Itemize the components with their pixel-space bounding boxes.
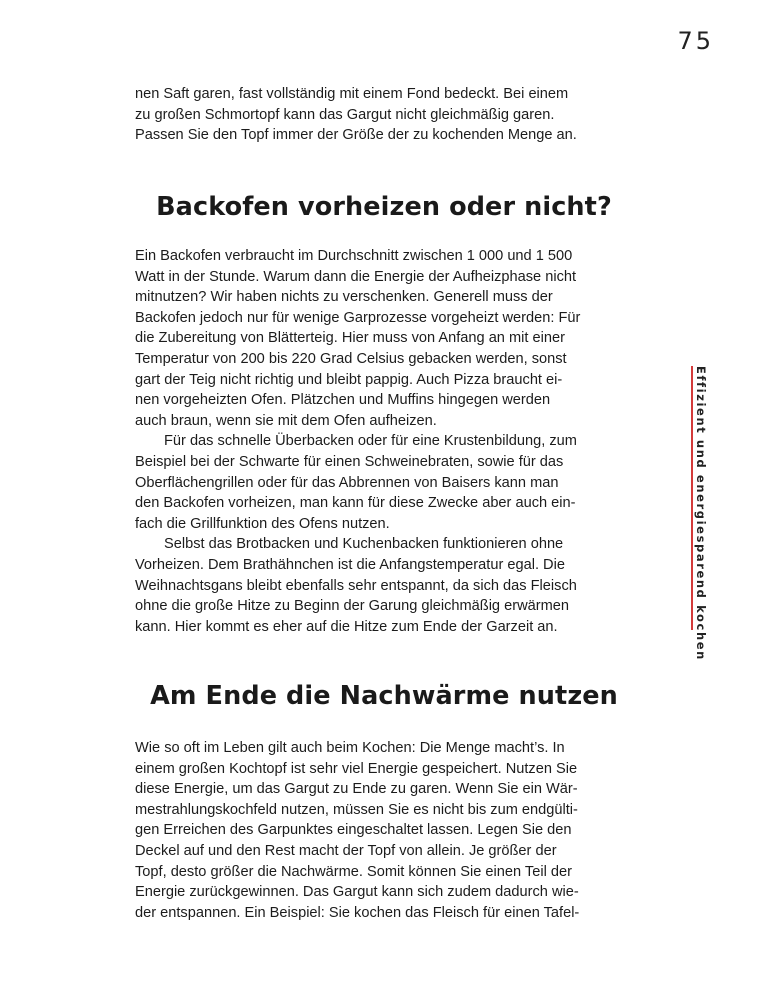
text-line: Selbst das Brotbacken und Kuchenbacken funktionieren ohne	[164, 536, 564, 553]
text-line: Ein Backofen verbraucht im Durchschnitt zwischen 1 000 und 1 500	[135, 248, 573, 264]
text-line: Watt in der Stunde. Warum dann die Energie der Aufheizphase nicht	[135, 268, 577, 285]
text-line: zu großen Schmortopf kann das Gargut nicht gleichmäßig garen.	[135, 106, 555, 123]
text-line: Topf, desto größer die Nachwärme. Somit können Sie einen Teil der	[135, 863, 572, 880]
text-line: Oberflächengrillen oder für das Abbrennen von Baisers kann man	[135, 474, 559, 491]
text-line: auch braun, wenn sie mit dem Ofen aufheizen.	[135, 412, 437, 429]
text-line: gart der Teig nicht richtig und bleibt pappig. Auch Pizza braucht ei-	[135, 371, 563, 388]
text-line: den Backofen vorheizen, man kann für diese Zwecke aber auch ein-	[135, 495, 576, 512]
text-line: Passen Sie den Topf immer der Größe der zu kochenden Menge an.	[135, 127, 577, 144]
text-line: kann. Hier kommt es eher auf die Hitze zum Ende der Garzeit an.	[135, 618, 558, 635]
text-line: Backofen jedoch nur für wenige Garprozesse vorgeheizt werden: Für	[135, 309, 581, 326]
text-line: mitnutzen? Wir haben nichts zu verschenken. Generell muss der	[135, 289, 553, 306]
text-line: Für das schnelle Überbacken oder für eine Krustenbildung, zum	[164, 433, 577, 450]
text-line: Weihnachtsgans bleibt ebenfalls sehr entspannt, da sich das Fleisch	[135, 577, 577, 594]
text-line: nen vorgeheizten Ofen. Plätzchen und Muffins hingegen werden	[135, 392, 551, 409]
text-line: die Zubereitung von Blätterteig. Hier muss von Anfang an mit einer	[135, 330, 565, 347]
chapter-side-tab	[691, 366, 714, 661]
text-line: der entspannen. Ein Beispiel: Sie kochen das Fleisch für einen Tafel-	[135, 904, 580, 921]
text-line: nen Saft garen, fast vollständig mit einem Fond bedeckt. Bei einem	[135, 86, 569, 102]
text-line: gen Erreichen des Garpunktes eingeschaltet lassen. Legen Sie den	[135, 822, 572, 839]
text-line: Vorheizen. Dem Brathähnchen ist die Anfangstemperatur egal. Die	[135, 556, 565, 573]
text-line: mestrahlungskochfeld nutzen, müssen Sie es nicht bis zum endgülti-	[135, 801, 578, 818]
section-heading-preheat: Backofen vorheizen oder nicht?	[156, 192, 612, 222]
section-body-preheat	[135, 246, 633, 637]
section-heading-residual-heat: Am Ende die Nachwärme nutzen	[150, 681, 618, 711]
intro-paragraph	[135, 84, 633, 146]
section-body-residual-heat	[135, 738, 633, 923]
text-line: Deckel auf und den Rest macht der Topf von allein. Je größer der	[135, 842, 557, 859]
text-line: einem großen Kochtopf ist sehr viel Energie gespeichert. Nutzen Sie	[135, 760, 578, 777]
text-line: fach die Grillfunktion des Ofens nutzen.	[135, 515, 390, 532]
chapter-title: Effizient und energiesparend kochen	[694, 366, 708, 661]
text-line: Temperatur von 200 bis 220 Grad Celsius gebacken werden, sonst	[135, 350, 567, 367]
text-line: Energie zurückgewinnen. Das Gargut kann sich zudem dadurch wie-	[135, 884, 579, 901]
text-line: ohne die große Hitze zu Beginn der Garung gleichmäßig erwärmen	[135, 598, 569, 615]
text-line: Beispiel bei der Schwarte für einen Schweinebraten, sowie für das	[135, 453, 564, 470]
chapter-accent-rule	[691, 366, 693, 630]
text-line: Wie so oft im Leben gilt auch beim Kochen: Die Menge macht’s. In	[135, 740, 565, 756]
page-number: 75	[677, 27, 714, 55]
text-line: diese Energie, um das Gargut zu Ende zu garen. Wenn Sie ein Wär-	[135, 781, 578, 798]
